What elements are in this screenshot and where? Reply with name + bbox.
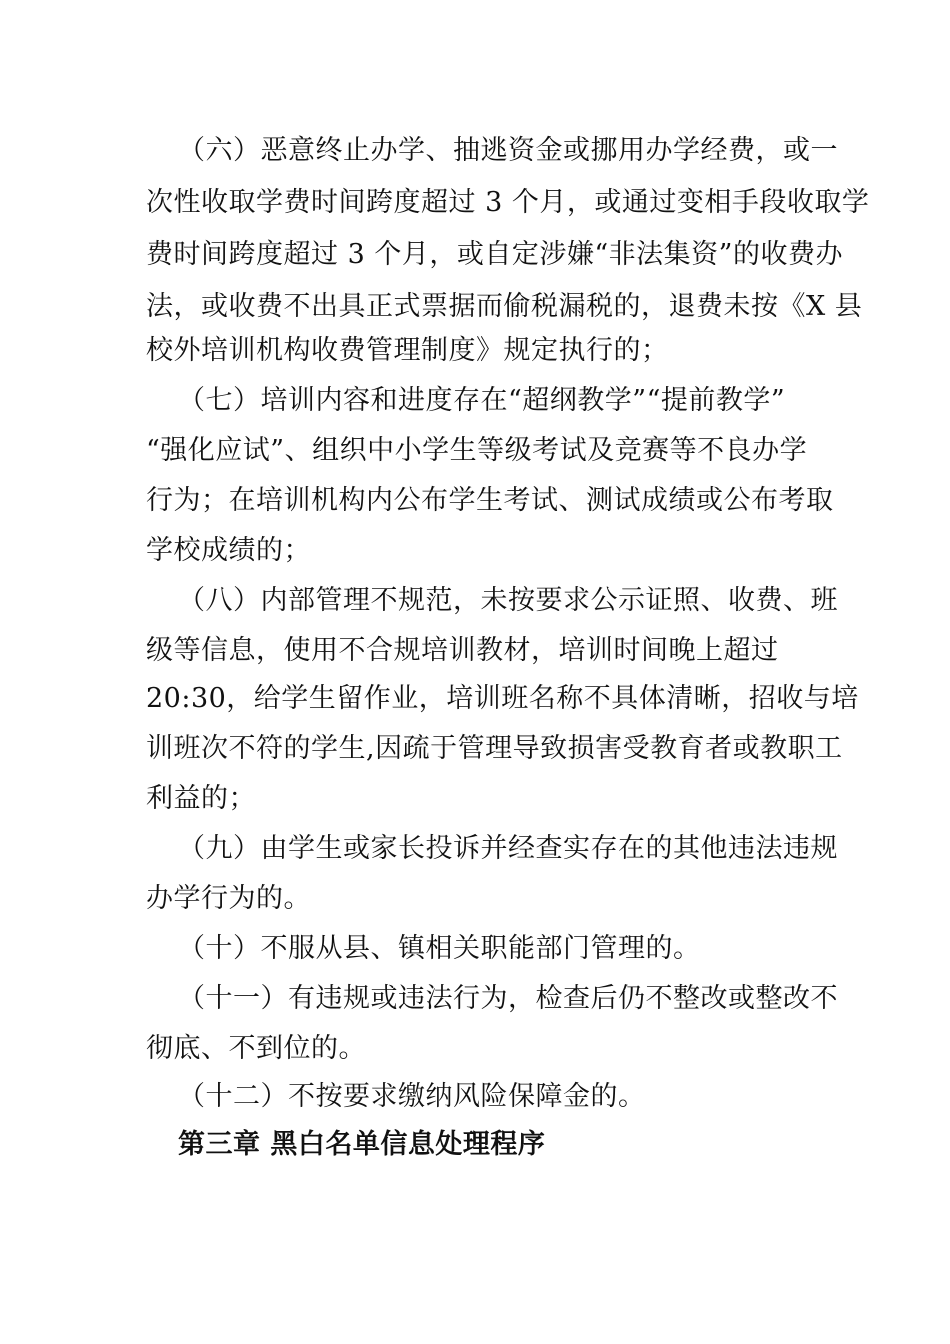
chapter-heading: 第三章 黑白名单信息处理程序 [178,1129,546,1160]
paragraph-7-line-1: （七）培训内容和进度存在“超纲教学”“提前教学” [178,385,786,416]
paragraph-7-line-3: 行为；在培训机构内公布学生考试、测试成绩或公布考取 [146,485,834,516]
paragraph-8-line-4: 训班次不符的学生,因疏于管理导致损害受教育者或教职工 [146,733,843,764]
paragraph-6-line-1: （六）恶意终止办学、抽逃资金或挪用办学经费，或一 [178,135,838,166]
paragraph-11-line-2: 彻底、不到位的。 [146,1033,366,1064]
paragraph-8-line-2: 级等信息，使用不合规培训教材，培训时间晚上超过 [146,635,779,666]
paragraph-12-line-1: （十二）不按要求缴纳风险保障金的。 [178,1081,646,1112]
paragraph-8-line-1: （八）内部管理不规范，未按要求公示证照、收费、班 [178,585,838,616]
paragraph-10-line-1: （十）不服从县、镇相关职能部门管理的。 [178,933,701,964]
paragraph-6-line-5: 校外培训机构收费管理制度》规定执行的； [146,335,669,366]
paragraph-9-line-2: 办学行为的。 [146,883,311,914]
paragraph-6-line-3: 费时间跨度超过 3 个月，或自定涉嫌“非法集资”的收费办 [146,239,843,270]
paragraph-11-line-1: （十一）有违规或违法行为，检查后仍不整改或整改不 [178,983,838,1014]
paragraph-8-line-3: 20:30，给学生留作业，培训班名称不具体清晰，招收与培 [146,683,859,714]
paragraph-8-line-5: 利益的； [146,783,256,814]
paragraph-6-line-2: 次性收取学费时间跨度超过 3 个月，或通过变相手段收取学 [146,187,870,218]
paragraph-7-line-4: 学校成绩的； [146,535,311,566]
paragraph-9-line-1: （九）由学生或家长投诉并经查实存在的其他违法违规 [178,833,838,864]
paragraph-7-line-2: “强化应试”、组织中小学生等级考试及竞赛等不良办学 [146,435,808,466]
paragraph-6-line-4: 法，或收费不出具正式票据而偷税漏税的，退费未按《X 县 [146,291,863,322]
